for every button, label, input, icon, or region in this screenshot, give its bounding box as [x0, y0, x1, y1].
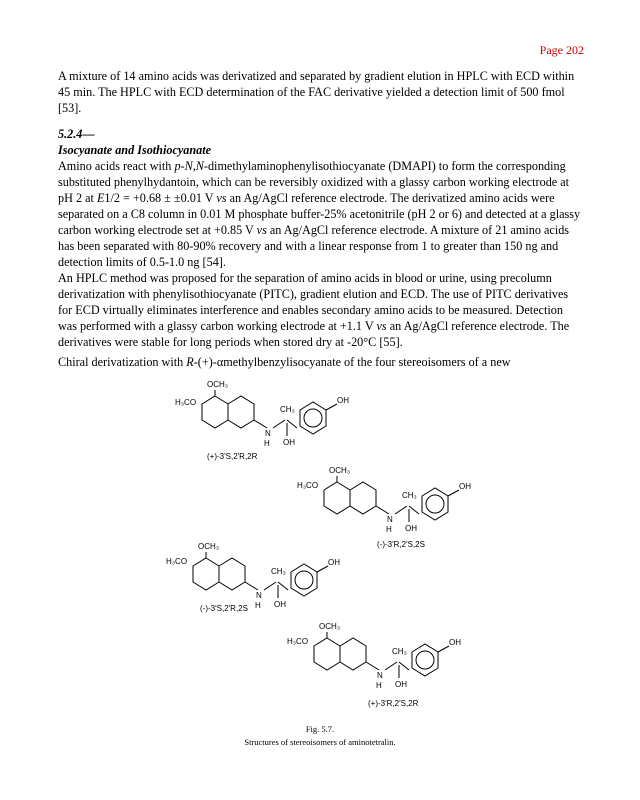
paragraph-1: A mixture of 14 amino acids was derivatized and separated by gradient elution in HPLC with ECD within 45 min. The HPLC with ECD determination of the FAC derivative yielded a detection limit of 500 fmol [53].: [58, 69, 575, 115]
svg-text:H: H: [376, 681, 382, 690]
page-number: Page 202: [539, 43, 584, 57]
section-number: 5.2.4—: [58, 127, 95, 141]
svg-text:CH₃: CH₃: [392, 647, 407, 656]
svg-text:H: H: [264, 439, 270, 448]
svg-text:OH: OH: [449, 638, 461, 647]
structure-2: [297, 464, 497, 539]
svg-text:OCH₃: OCH₃: [329, 466, 351, 475]
svg-text:H₃CO: H₃CO: [166, 557, 188, 566]
svg-text:OCH₃: OCH₃: [198, 542, 220, 551]
svg-text:OH: OH: [405, 524, 417, 533]
structure-2-label: (-)-3'R,2'S,2S: [377, 540, 425, 549]
paragraph-2: Amino acids react with p-N,N-dimethylaminophenylisothiocyanate (DMAPI) to form the corresponding substituted phenylhydantoin, which can be reversibly oxidized with a glassy carbon working electrode at pH 2 at E1/2 = +0.68 ± ±0.01 V vs an Ag/AgCl reference electrode. The derivatized amino acids were separated on a C8 column in 0.01 M phosphate buffer-25% acetonitrile (pH 2 or 6) and detected at a glassy carbon working electrode set at +0.85 V vs an Ag/AgCl reference electrode. A mixture of 21 amino acids has been separated with 80-90% recovery and with a linear response from 1 to greater than 150 ng and detection limits of 0.5-1.0 ng [54].: [58, 159, 581, 269]
structure-1-label: (+)-3'S,2'R,2R: [207, 452, 258, 461]
svg-text:CH₃: CH₃: [280, 405, 295, 414]
svg-text:N: N: [387, 515, 393, 524]
svg-text:N: N: [256, 591, 262, 600]
svg-text:OH: OH: [283, 438, 295, 447]
svg-text:OH: OH: [328, 558, 340, 567]
structure-3-label: (-)-3'S,2'R,2S: [200, 604, 248, 613]
svg-text:CH₃: CH₃: [402, 491, 417, 500]
structure-3: [166, 540, 366, 615]
svg-text:OCH₃: OCH₃: [319, 622, 341, 631]
svg-text:CH₃: CH₃: [271, 567, 286, 576]
svg-text:OH: OH: [459, 482, 471, 491]
svg-text:H: H: [386, 525, 392, 534]
svg-text:OH: OH: [337, 396, 349, 405]
svg-text:OH: OH: [395, 680, 407, 689]
svg-text:N: N: [265, 429, 271, 438]
svg-text:H₃CO: H₃CO: [287, 637, 309, 646]
svg-text:H₃CO: H₃CO: [175, 398, 197, 407]
svg-text:N: N: [377, 671, 383, 680]
structure-1: [175, 378, 375, 453]
figure-number: Fig. 5.7.: [305, 724, 335, 734]
structure-4: [287, 620, 487, 695]
svg-text:H₃CO: H₃CO: [297, 481, 319, 490]
paragraph-3: An HPLC method was proposed for the separation of amino acids in blood or urine, using precolumn derivatization with phenylisothiocyanate (PITC), gradient elution and ECD. The use of PITC derivatives for ECD virtually eliminates interference and enables secondary amino acids to be measured. Detection was performed with a glassy carbon working electrode at +1.1 V vs an Ag/AgCl reference electrode. The derivatives were stable for long periods when stored dry at -20°C [55].: [58, 271, 570, 349]
section-title: Isocyanate and Isothiocyanate: [58, 143, 212, 157]
svg-text:H: H: [255, 601, 261, 610]
paragraph-4: Chiral derivatization with R-(+)-αmethylbenzylisocyanate of the four stereoisomers of a new: [58, 355, 511, 369]
structure-4-label: (+)-3'R,2'S,2R: [368, 699, 419, 708]
figure-caption: Structures of stereoisomers of aminotetralin.: [244, 737, 396, 747]
svg-text:OH: OH: [274, 600, 286, 609]
svg-text:OCH₃: OCH₃: [207, 380, 229, 389]
